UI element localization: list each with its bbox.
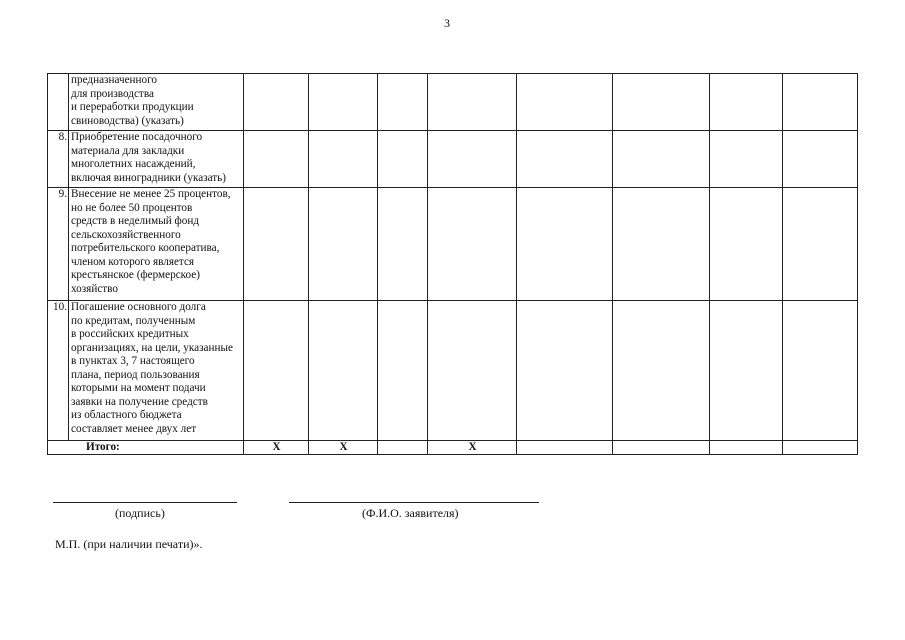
page-number: 3 [444,16,450,30]
row-description: Погашение основного долга по кредитам, полученным в российских кредитных организациях, на цели, указанные в пунктах 3, 7 настоящего плана, период пользования которыми на момент подачи заявки на получение средств из областного бюджета составляет менее двух лет [69,301,244,441]
total-cell: Х [428,441,517,455]
row-number: 10. [48,301,69,441]
row-number: 9. [48,188,69,301]
row-description: Приобретение посадочного материала для закладки многолетних насаждений, включая виноградники (указать) [69,131,244,188]
total-cell [613,441,710,455]
table-row [48,188,858,301]
row-number: 8. [48,131,69,188]
signature-line [53,502,237,503]
table-row [48,301,858,441]
signature-caption: (подпись) [115,506,165,520]
applicant-name-line [289,502,539,503]
total-cell [517,441,613,455]
total-cell [783,441,858,455]
total-cell [378,441,428,455]
total-label: Итого: [48,441,244,455]
total-row [48,441,858,455]
total-cell [710,441,783,455]
table-row [48,131,858,188]
total-cell: Х [244,441,309,455]
row-number [48,74,69,131]
applicant-name-caption: (Ф.И.О. заявителя) [362,506,459,520]
total-cell: Х [309,441,378,455]
table-row [48,74,858,131]
stamp-note: М.П. (при наличии печати)». [55,537,203,551]
row-description: Внесение не менее 25 процентов, но не более 50 процентов средств в неделимый фонд сельскохозяйственного потребительского кооператива, членом которого является крестьянское (фермерское) хозяйство [69,188,244,301]
row-description: предназначенного для производства и переработки продукции свиноводства) (указать) [69,74,244,131]
expense-plan-table [47,73,858,455]
